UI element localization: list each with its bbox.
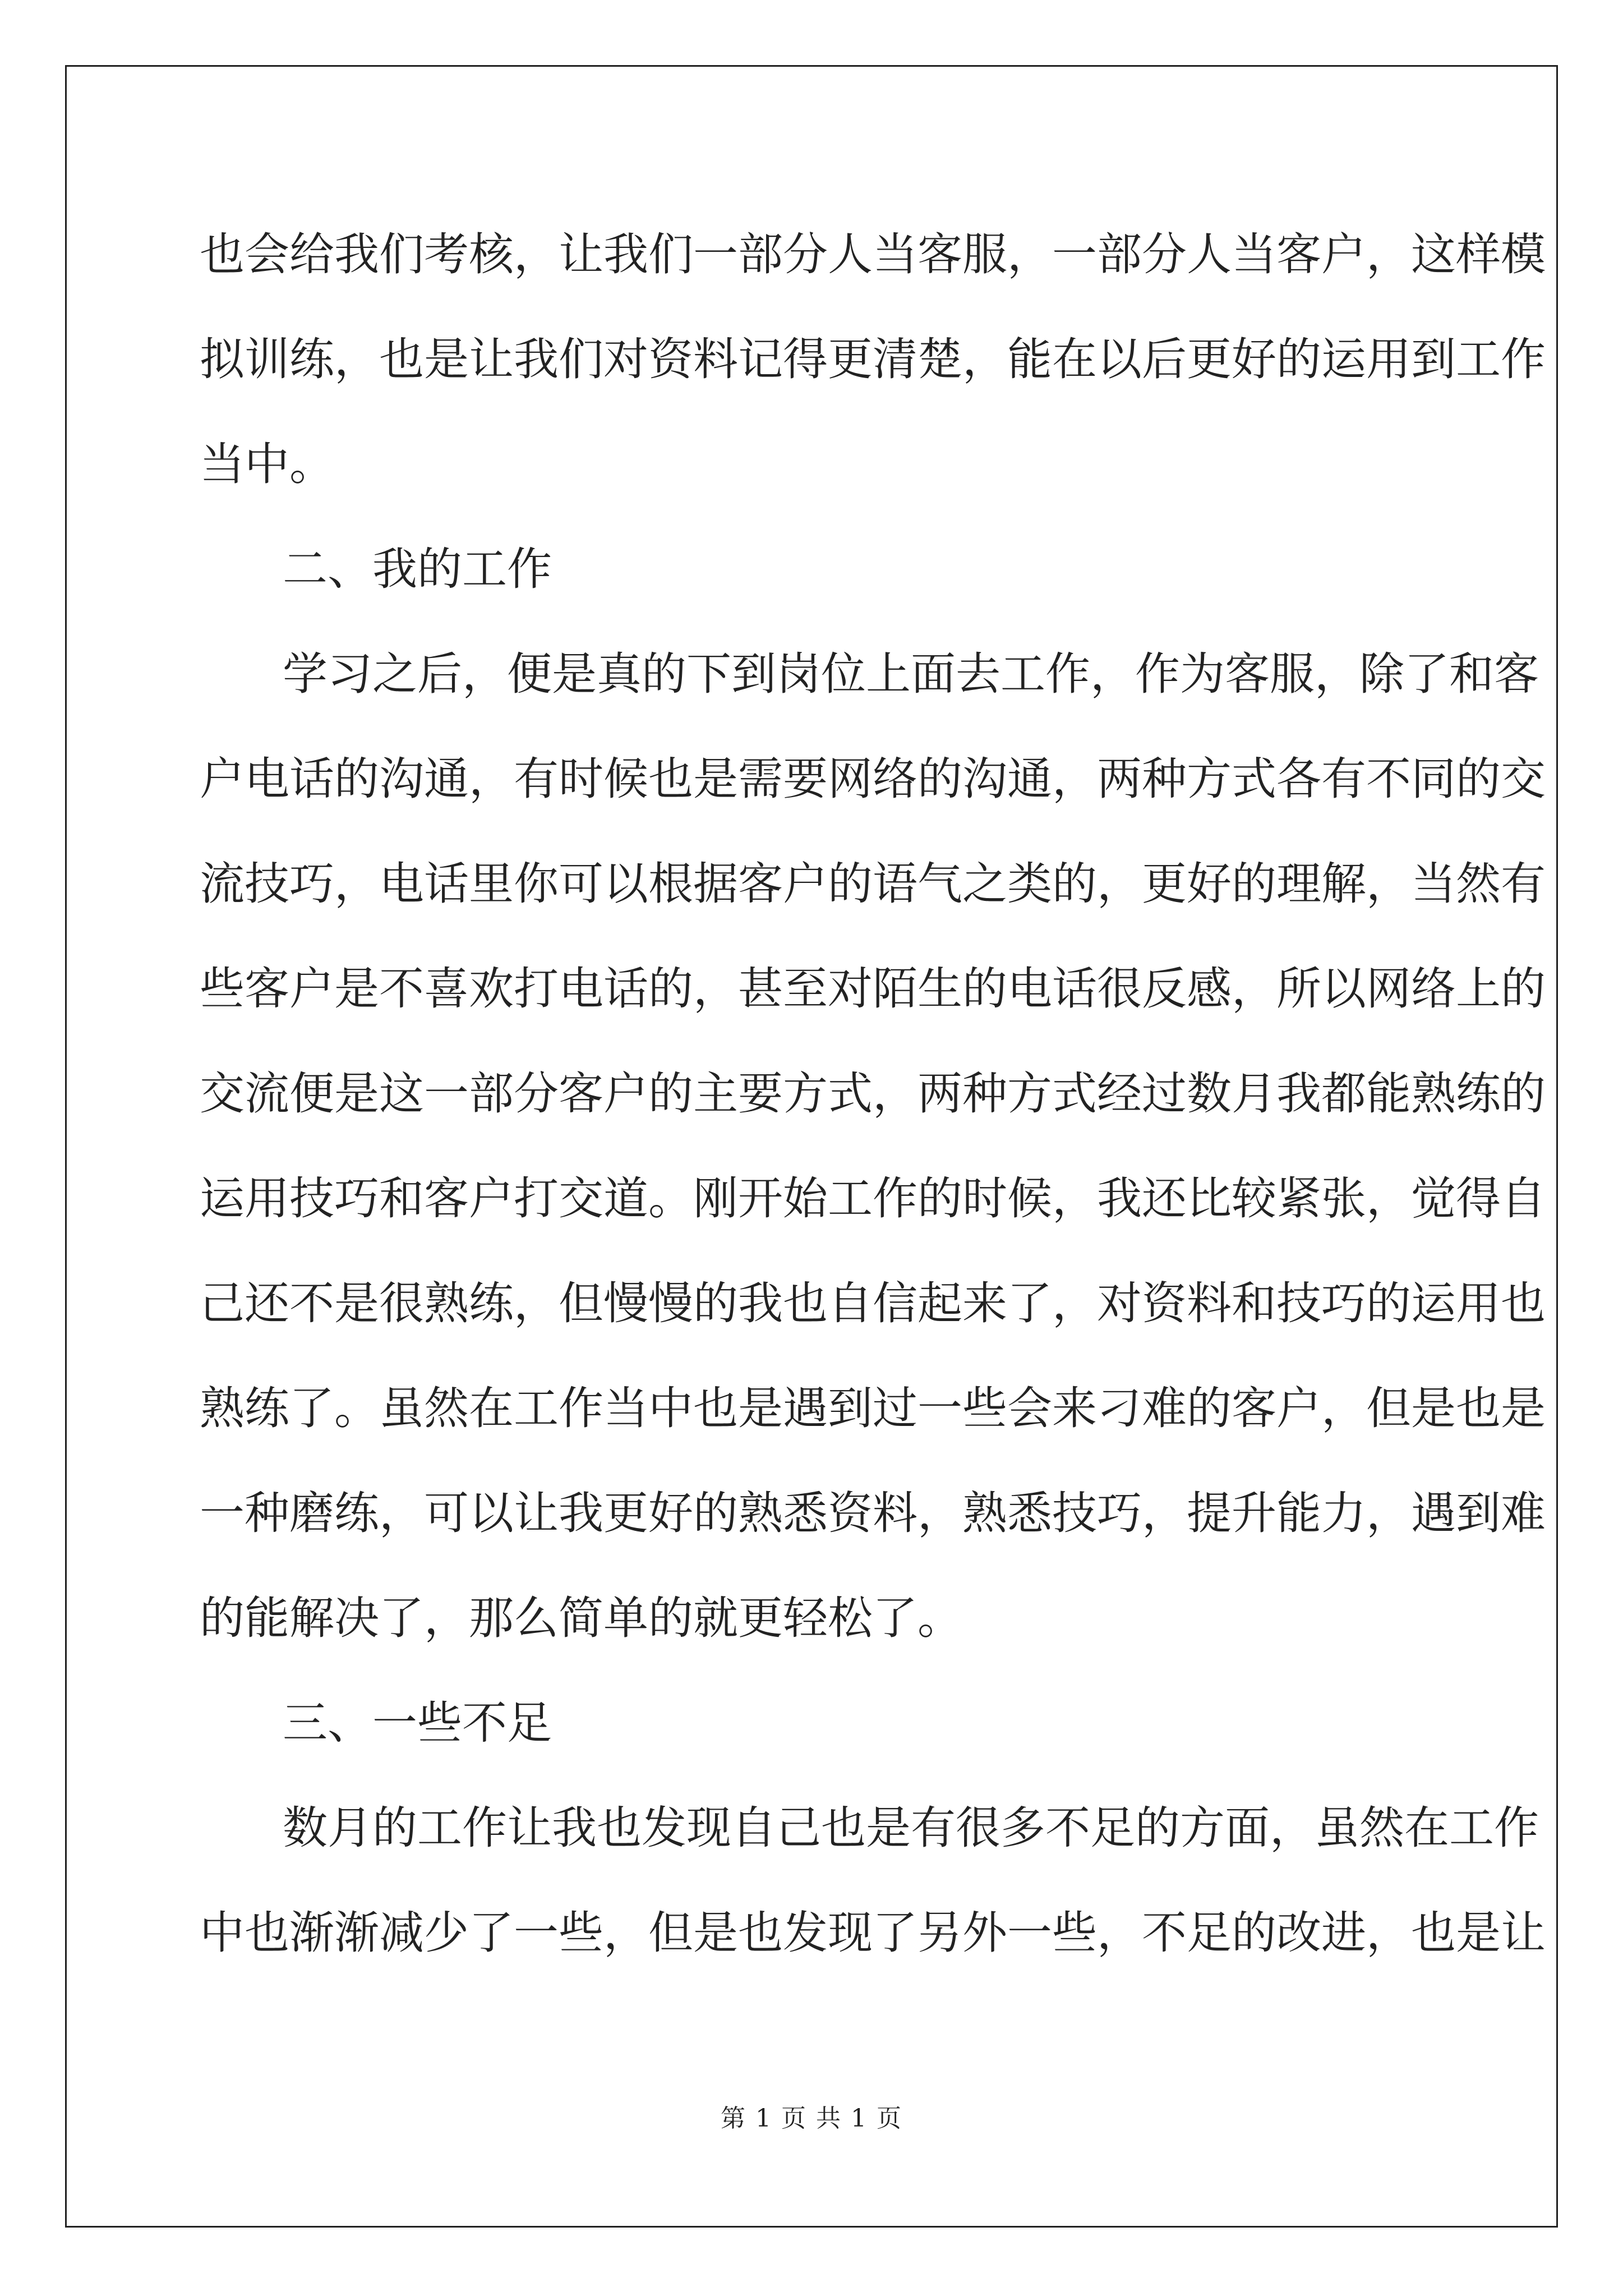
text-line: 熟 练 了 。 虽 然 在 工 作 当 中 也 是 遇 到 过 一 些 会 来 刁 难 的 客 户 ， 但 是 也 是 (200, 1382, 1546, 1434)
text-line: 中 也 渐 渐 减 少 了 一 些 ， 但 是 也 发 现 了 另 外 一 些 ， 不 足 的 改 进 ， 也 是 让 (200, 1907, 1546, 1959)
document-body (200, 202, 1546, 1985)
text-line: 数 月 的 工 作 让 我 也 发 现 自 己 也 是 有 很 多 不 足 的 方 面 ， 虽 然 在 工 作 (283, 1802, 1539, 1854)
text-line: 也 会 给 我 们 考 核 ， 让 我 们 一 部 分 人 当 客 服 ， 一 部 分 人 当 客 户 ， 这 样 模 (200, 228, 1546, 280)
text-line: 交 流 便 是 这 一 部 分 客 户 的 主 要 方 式 ， 两 种 方 式 经 过 数 月 我 都 能 熟 练 的 (200, 1068, 1546, 1120)
text-line: 些 客 户 是 不 喜 欢 打 电 话 的 ， 甚 至 对 陌 生 的 电 话 很 反 感 ， 所 以 网 络 上 的 (200, 963, 1546, 1015)
text-line: 拟 训 练 ， 也 是 让 我 们 对 资 料 记 得 更 清 楚 ， 能 在 以 后 更 好 的 运 用 到 工 作 (200, 333, 1546, 385)
text-line: 三、一些不足 (283, 1697, 552, 1749)
text-line: 学 习 之 后 ， 便 是 真 的 下 到 岗 位 上 面 去 工 作 ， 作 为 客 服 ， 除 了 和 客 (283, 648, 1539, 700)
text-line: 一 种 磨 练 ， 可 以 让 我 更 好 的 熟 悉 资 料 ， 熟 悉 技 巧 ， 提 升 能 力 ， 遇 到 难 (200, 1487, 1546, 1539)
text-line: 的能解决了，那么简单的就更轻松了。 (200, 1592, 962, 1644)
text-line: 二、我的工作 (283, 543, 552, 595)
text-line: 户 电 话 的 沟 通 ， 有 时 候 也 是 需 要 网 络 的 沟 通 ， 两 种 方 式 各 有 不 同 的 交 (200, 753, 1546, 805)
text-line: 运 用 技 巧 和 客 户 打 交 道 。 刚 开 始 工 作 的 时 候 ， 我 还 比 较 紧 张 ， 觉 得 自 (200, 1172, 1546, 1225)
text-line: 己 还 不 是 很 熟 练 ， 但 慢 慢 的 我 也 自 信 起 来 了 ， 对 资 料 和 技 巧 的 运 用 也 (200, 1277, 1546, 1329)
text-line: 流 技 巧 ， 电 话 里 你 可 以 根 据 客 户 的 语 气 之 类 的 ， 更 好 的 理 解 ， 当 然 有 (200, 858, 1546, 910)
page-footer: 第 1 页 共 1 页 (721, 2104, 902, 2133)
text-line: 当中。 (200, 438, 334, 490)
